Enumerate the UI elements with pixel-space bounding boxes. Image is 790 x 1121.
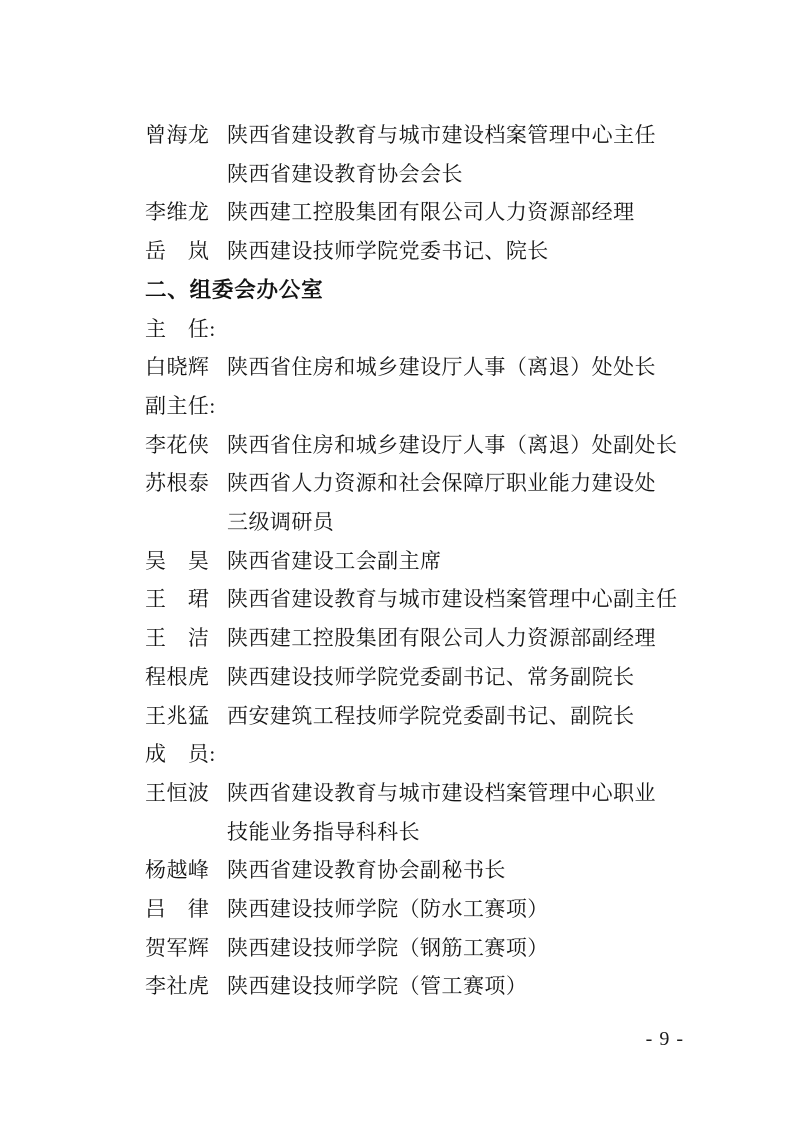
roster-entry [145,619,725,658]
roster-entry [145,929,725,968]
person-name: 贺军辉 [145,935,210,960]
person-title: 陕西建设技师学院党委书记、院长 [227,239,549,264]
person-name: 李维龙 [145,200,210,225]
roster-entry [145,658,725,697]
person-title: 陕西省住房和城乡建设厅人事（离退）处副处长 [227,432,678,457]
person-title: 陕西省人力资源和社会保障厅职业能力建设处 [227,471,656,496]
roster-entry-continuation [145,813,725,852]
role-label: 成 员: [145,742,216,767]
person-name: 程根虎 [145,664,210,689]
person-title: 陕西省建设教育与城市建设档案管理中心职业 [227,780,656,805]
person-title: 陕西省建设教育与城市建设档案管理中心主任 [227,123,656,147]
person-name [145,503,227,542]
roster-entry [145,464,725,503]
person-title: 西安建筑工程技师学院党委副书记、副院长 [227,703,635,728]
person-name: 白晓辉 [145,355,210,380]
person-title: 陕西建设技师学院（防水工赛项） [227,897,549,922]
roster-entry [145,580,725,619]
person-title: 陕西省建设教育协会副秘书长 [227,858,506,883]
person-name: 岳 岚 [145,239,210,264]
person-title: 陕西省住房和城乡建设厅人事（离退）处处长 [227,355,656,380]
roster-entry [145,348,725,387]
person-name: 吕 律 [145,897,210,922]
person-title: 陕西建工控股集团有限公司人力资源部副经理 [227,626,656,651]
person-title: 陕西建设技师学院党委副书记、常务副院长 [227,664,635,689]
roster-entry [145,426,725,465]
person-name: 李社虎 [145,974,210,999]
roster-entry [145,967,725,1006]
person-title: 技能业务指导科科长 [227,819,421,844]
roster-entry [145,116,725,155]
roster-entry [145,697,725,736]
person-name: 王兆猛 [145,703,210,728]
person-name: 王 洁 [145,626,210,651]
person-name: 王恒波 [145,780,210,805]
roster-entry-continuation [145,155,725,194]
roster-entry [145,851,725,890]
roster-entry-continuation [145,503,725,542]
person-name [145,155,227,194]
person-name: 王 珺 [145,587,210,612]
role-label: 主 任: [145,316,216,341]
person-title: 三级调研员 [227,510,335,535]
roster-entry [145,193,725,232]
person-name [145,813,227,852]
roster-entry [145,232,725,271]
roster-entry [145,542,725,581]
person-name: 苏根泰 [145,471,210,496]
roster-entry [145,890,725,929]
person-title: 陕西建设技师学院（管工赛项） [227,974,528,999]
role-label: 副主任: [145,393,216,418]
person-name: 吴 昊 [145,548,210,573]
person-title: 陕西省建设工会副主席 [227,548,442,573]
person-title: 陕西建设技师学院（钢筋工赛项） [227,935,549,960]
person-title: 陕西省建设教育协会会长 [227,161,463,186]
person-title: 陕西建工控股集团有限公司人力资源部经理 [227,200,635,225]
person-name: 杨越峰 [145,858,210,883]
person-title: 陕西省建设教育与城市建设档案管理中心副主任 [227,587,678,612]
page-number: - 9 - [645,1028,684,1050]
person-name: 李花侠 [145,432,210,457]
roster-entry [145,774,725,813]
section-heading: 二、组委会办公室 [145,277,324,302]
roster-list [145,116,725,1006]
person-name: 曾海龙 [145,123,210,147]
